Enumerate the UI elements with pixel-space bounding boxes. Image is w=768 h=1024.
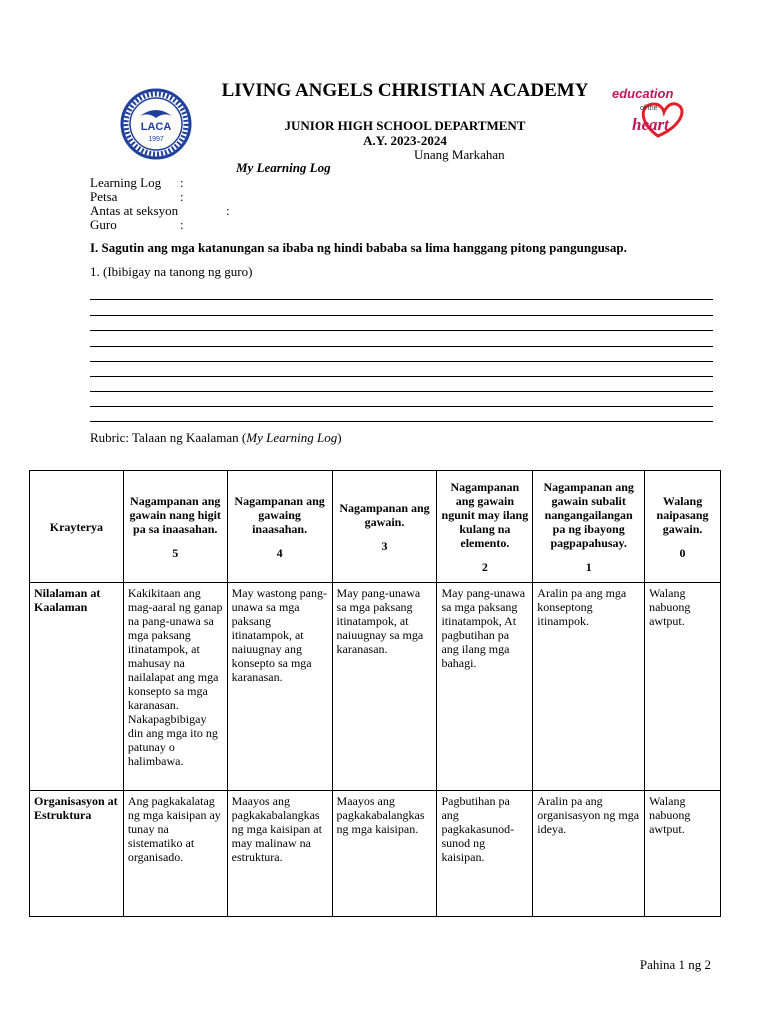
field-label: Antas at seksyon	[90, 203, 179, 218]
field-learning-log	[90, 176, 161, 190]
answer-line[interactable]	[90, 406, 713, 407]
rubric-label-suffix: )	[337, 430, 342, 445]
tagline-education: education	[612, 86, 674, 101]
table-cell: Ang pagkakalatag ng mga kaisipan ay tunay na sistematiko at organisado.	[123, 791, 227, 917]
criterion-cell: Nilalaman at Kaalaman	[30, 583, 124, 791]
logo-text: LACA	[140, 121, 172, 133]
field-antas-seksyon	[90, 204, 178, 218]
criterion-cell: Organisasyon at Estruktura	[30, 791, 124, 917]
table-cell: May wastong pang-unawa sa mga paksang itinatampok, at naiuugnay ang konsepto sa mga karanasan.	[227, 583, 332, 791]
table-cell: Maayos ang pagkakabalangkas ng mga kaisipan at may malinaw na estruktura.	[227, 791, 332, 917]
score: 4	[276, 545, 283, 560]
field-colon: :	[226, 203, 230, 218]
table-cell: Aralin pa ang organisasyon ng mga ideya.	[533, 791, 645, 917]
header-score-1: Nagampanan ang gawain subalit nangangailangan pa ng ibayong pagpapahusay. 1	[533, 471, 645, 583]
score: 1	[585, 559, 592, 574]
field-petsa	[90, 190, 117, 204]
table-cell: May pang-unawa sa mga paksang itinatampok, At pagbutihan pa ang ilang mga bahagi.	[437, 583, 533, 791]
field-colon: :	[180, 217, 184, 232]
score: 5	[172, 545, 179, 560]
rubric-label-italic: My Learning Log	[246, 430, 338, 445]
answer-line[interactable]	[90, 346, 713, 347]
page-number: Pahina 1 ng 2	[639, 957, 711, 972]
field-guro	[90, 218, 117, 232]
school-name: LIVING ANGELS CHRISTIAN ACADEMY	[221, 80, 589, 101]
table-row	[30, 791, 721, 917]
header-score-3: Nagampanan ang gawain. 3	[332, 471, 437, 583]
answer-line[interactable]	[90, 421, 713, 422]
score: 0	[679, 545, 686, 560]
score: 3	[381, 538, 388, 553]
question-1: 1. (Ibibigay na tanong ng guro)	[90, 264, 253, 279]
answer-line[interactable]	[90, 376, 713, 377]
answer-line[interactable]	[90, 330, 713, 331]
school-year: A.Y. 2023-2024	[363, 133, 447, 148]
table-cell: Walang nabuong awtput.	[645, 791, 721, 917]
header-score-5: Nagampanan ang gawain nang higit pa sa inaasahan. 5	[123, 471, 227, 583]
answer-line[interactable]	[90, 361, 713, 362]
table-cell: Kakikitaan ang mag-aaral ng ganap na pang-unawa sa mga paksang itinatampok, at mahusay na nailalapat ang mga konsepto sa mga karanasan. Nakapagbibigay din ang mga ito ng patunay o halimbawa.	[123, 583, 227, 791]
score: 2	[481, 559, 488, 574]
field-label: Petsa	[90, 189, 118, 204]
rubric-table	[29, 470, 721, 917]
rubric-label-prefix: Rubric: Talaan ng Kaalaman (	[90, 430, 247, 445]
field-label: Guro	[90, 217, 117, 232]
instructions: I. Sagutin ang mga katanungan sa ibaba ng hindi bababa sa lima hanggang pitong pangungusap.	[90, 240, 627, 255]
answer-line[interactable]	[90, 315, 713, 316]
field-colon: :	[180, 189, 184, 204]
table-cell: Aralin pa ang mga konseptong itinampok.	[533, 583, 645, 791]
education-of-the-heart-logo	[610, 84, 690, 142]
quarter: Unang Markahan	[414, 147, 505, 162]
table-cell: Pagbutihan pa ang pagkakasunod-sunod ng kaisipan.	[437, 791, 533, 917]
logo-year: 1997	[148, 136, 164, 143]
header-score-4: Nagampanan ang gawaing inaasahan. 4	[227, 471, 332, 583]
tagline-of-the: of the	[640, 105, 658, 112]
department-block	[200, 118, 610, 148]
table-header-row	[30, 471, 721, 583]
table-cell: May pang-unawa sa mga paksang itinatampok, at naiuugnay sa mga karanasan.	[332, 583, 437, 791]
header-krayterya: Krayterya	[30, 471, 124, 583]
answer-line[interactable]	[90, 299, 713, 300]
table-cell: Walang nabuong awtput.	[645, 583, 721, 791]
rubric-label	[90, 430, 342, 446]
answer-line[interactable]	[90, 391, 713, 392]
department: JUNIOR HIGH SCHOOL DEPARTMENT	[284, 118, 526, 133]
table-cell: Maayos ang pagkakabalangkas ng mga kaisipan.	[332, 791, 437, 917]
tagline-heart: heart	[632, 115, 669, 134]
field-label: Learning Log	[90, 175, 162, 190]
log-title: My Learning Log	[236, 160, 331, 175]
school-seal-logo	[120, 88, 192, 160]
field-colon: :	[180, 175, 184, 190]
table-row	[30, 583, 721, 791]
header-score-2: Nagampanan ang gawain ngunit may ilang kulang na elemento. 2	[437, 471, 533, 583]
header-score-0: Walang naipasang gawain. 0	[645, 471, 721, 583]
